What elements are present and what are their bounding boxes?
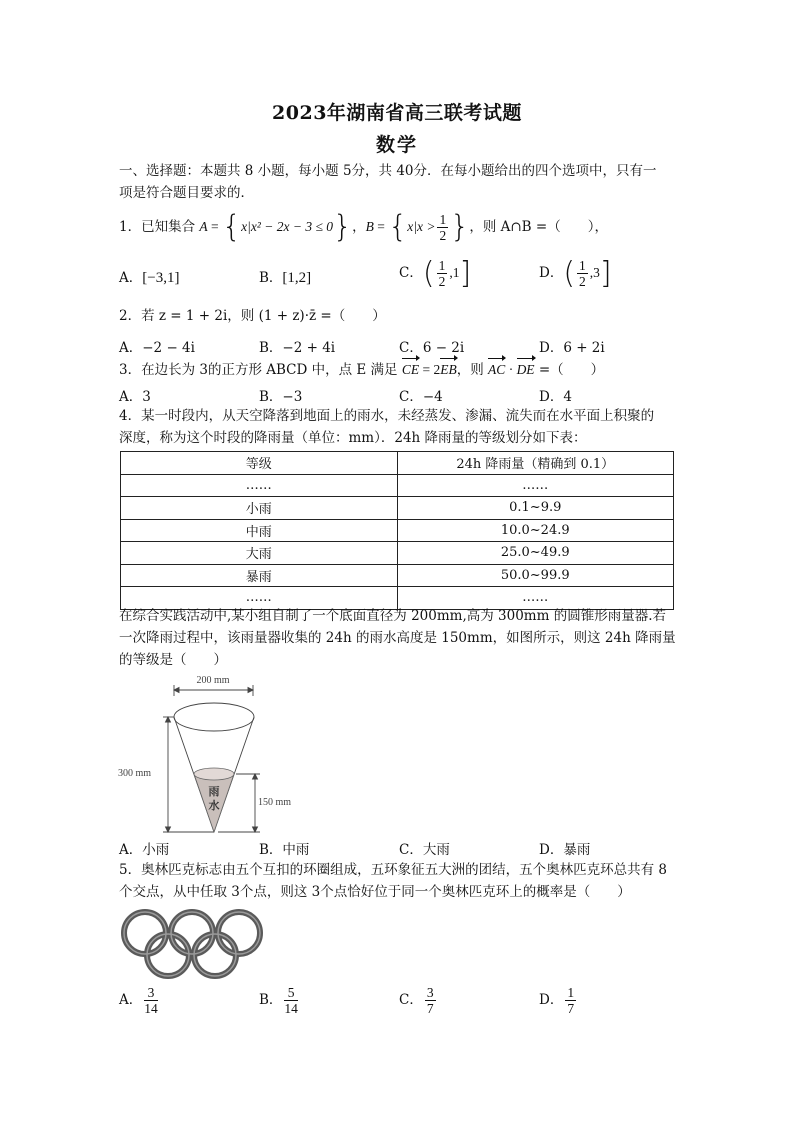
table-header-row: [121, 452, 674, 475]
question-2-stem: 2．若 z = 1 + 2i，则 (1 + z)·z̄ =（ ）: [119, 308, 386, 324]
section-intro-line-1: 一、选择题：本题共 8 小题，每小题 5分，共 40分．在每小题给出的四个选项中，只有一: [119, 163, 657, 179]
q1-option-b[interactable]: B．[1,2]: [259, 270, 312, 286]
q4-option-a[interactable]: A．小雨: [119, 842, 170, 858]
q2-option-d[interactable]: D．6 + 2i: [539, 340, 605, 356]
height-label: 300 mm: [118, 768, 152, 779]
q3-option-a[interactable]: A．3: [119, 389, 151, 405]
q5-option-d[interactable]: D． $\frac{1}{7}$: [539, 985, 575, 1016]
q5-option-c[interactable]: C． $\frac{3}{7}$: [399, 985, 434, 1016]
question-1-stem: 1．已知集合 A = {x|x² − 2x − 3 ≤ 0}，B = {x|x > $\frac{1}{2}$ }，则 A∩B =（ ），: [119, 209, 608, 245]
q5-option-a[interactable]: A． $\frac{3}{14}$: [119, 985, 158, 1016]
q1-option-c[interactable]: C．( $\frac{1}{2}$ ,1]: [399, 256, 472, 291]
exam-title: 2023年湖南省高三联考试题: [272, 102, 522, 124]
q1-set-b-condition: x|x >: [407, 219, 436, 234]
rainfall-grade-table: [120, 451, 674, 610]
table-header-cell: 等级: [121, 452, 398, 475]
table-row: [121, 519, 674, 542]
table-header-cell: 24h 降雨量（精确到 0.1）: [397, 452, 674, 475]
table-cell: 0.1~9.9: [397, 497, 674, 520]
table-cell: ……: [121, 474, 398, 497]
question-3-stem: 3．在边长为 3的正方形 ABCD 中，点 E 满足 CE = 2EB，则 AC · DE =（ ）: [119, 359, 679, 381]
question-4-stem-line-2: 深度，称为这个时段的降雨量（单位：mm）．24h 降雨量的等级划分如下表：: [119, 430, 587, 446]
top-diameter-label: 200 mm: [196, 675, 230, 686]
q1-ask: ，则 A∩B =（ ），: [469, 219, 608, 235]
q2-option-a[interactable]: A．−2 − 4i: [119, 340, 195, 356]
q3-option-c[interactable]: C．−4: [399, 389, 443, 405]
table-cell: 25.0~49.9: [397, 542, 674, 565]
q2-option-b[interactable]: B．−2 + 4i: [259, 340, 336, 356]
q1-set-b-fraction: $\frac{1}{2}$: [439, 212, 447, 243]
table-cell: 大雨: [121, 542, 398, 565]
section-intro-line-2: 项是符合题目要求的．: [119, 185, 254, 201]
question-5-stem-line-1: 5．奥林匹克标志由五个互扣的环圈组成，五环象征五大洲的团结，五个奥林匹克环总共有 8: [119, 862, 667, 878]
water-label-1: 雨: [208, 785, 220, 798]
table-row: [121, 564, 674, 587]
q4-option-c[interactable]: C．大雨: [399, 842, 450, 858]
q1-set-a-condition: x|x² − 2x − 3 ≤ 0: [241, 219, 333, 234]
question-4-after-line-2: 一次降雨过程中，该雨量器收集的 24h 的雨水高度是 150mm，如图所示，则这 24h 降雨量: [119, 630, 676, 646]
water-height-label: 150 mm: [258, 797, 292, 808]
q2-option-c[interactable]: C．6 − 2i: [399, 340, 465, 356]
vector-ce: CE: [402, 359, 419, 381]
table-cell: ……: [121, 587, 398, 610]
table-cell: ……: [397, 474, 674, 497]
question-5-stem-line-2: 个交点，从中任取 3个点，则这 3个点恰好位于同一个奥林匹克环上的概率是（ ）: [119, 884, 631, 900]
question-4-after-line-1: 在综合实践活动中,某小组自制了一个底面直径为 200mm,高为 300mm 的圆锥形雨量器.若: [119, 608, 666, 624]
water-label-2: 水: [208, 799, 220, 812]
olympic-rings-figure: [119, 906, 269, 981]
q1-prefix: 1．已知集合: [119, 219, 200, 235]
q4-option-d[interactable]: D．暴雨: [539, 842, 591, 858]
vector-ac: AC: [488, 359, 505, 381]
q1-set-a-name: A: [199, 219, 208, 234]
q5-option-b[interactable]: B． $\frac{5}{14}$: [259, 985, 298, 1016]
q1-option-a[interactable]: A．[−3,1]: [119, 270, 180, 286]
question-4-stem-line-1: 4．某一时段内，从天空降落到地面上的雨水，未经蒸发、渗漏、流失而在水平面上积聚的: [119, 408, 655, 424]
q1-sep: ，: [352, 219, 366, 235]
cone-rain-gauge-figure: [118, 672, 318, 837]
table-cell: 50.0~99.9: [397, 564, 674, 587]
q1-set-b-name: B: [365, 219, 374, 234]
table-row: [121, 542, 674, 565]
q4-option-b[interactable]: B．中雨: [259, 842, 310, 858]
question-4-after-line-3: 的等级是（ ）: [119, 652, 227, 668]
table-row: [121, 474, 674, 497]
q1-option-d[interactable]: D．( $\frac{1}{2}$ ,3]: [539, 256, 612, 291]
vector-eb: EB: [440, 359, 457, 381]
table-cell: 暴雨: [121, 564, 398, 587]
table-cell: 小雨: [121, 497, 398, 520]
vector-de: DE: [517, 359, 535, 381]
table-cell: 中雨: [121, 519, 398, 542]
q3-option-d[interactable]: D．4: [539, 389, 572, 405]
table-cell: ……: [397, 587, 674, 610]
table-row: [121, 497, 674, 520]
table-cell: 10.0~24.9: [397, 519, 674, 542]
exam-subject: 数学: [375, 134, 418, 156]
q3-option-b[interactable]: B．−3: [259, 389, 303, 405]
